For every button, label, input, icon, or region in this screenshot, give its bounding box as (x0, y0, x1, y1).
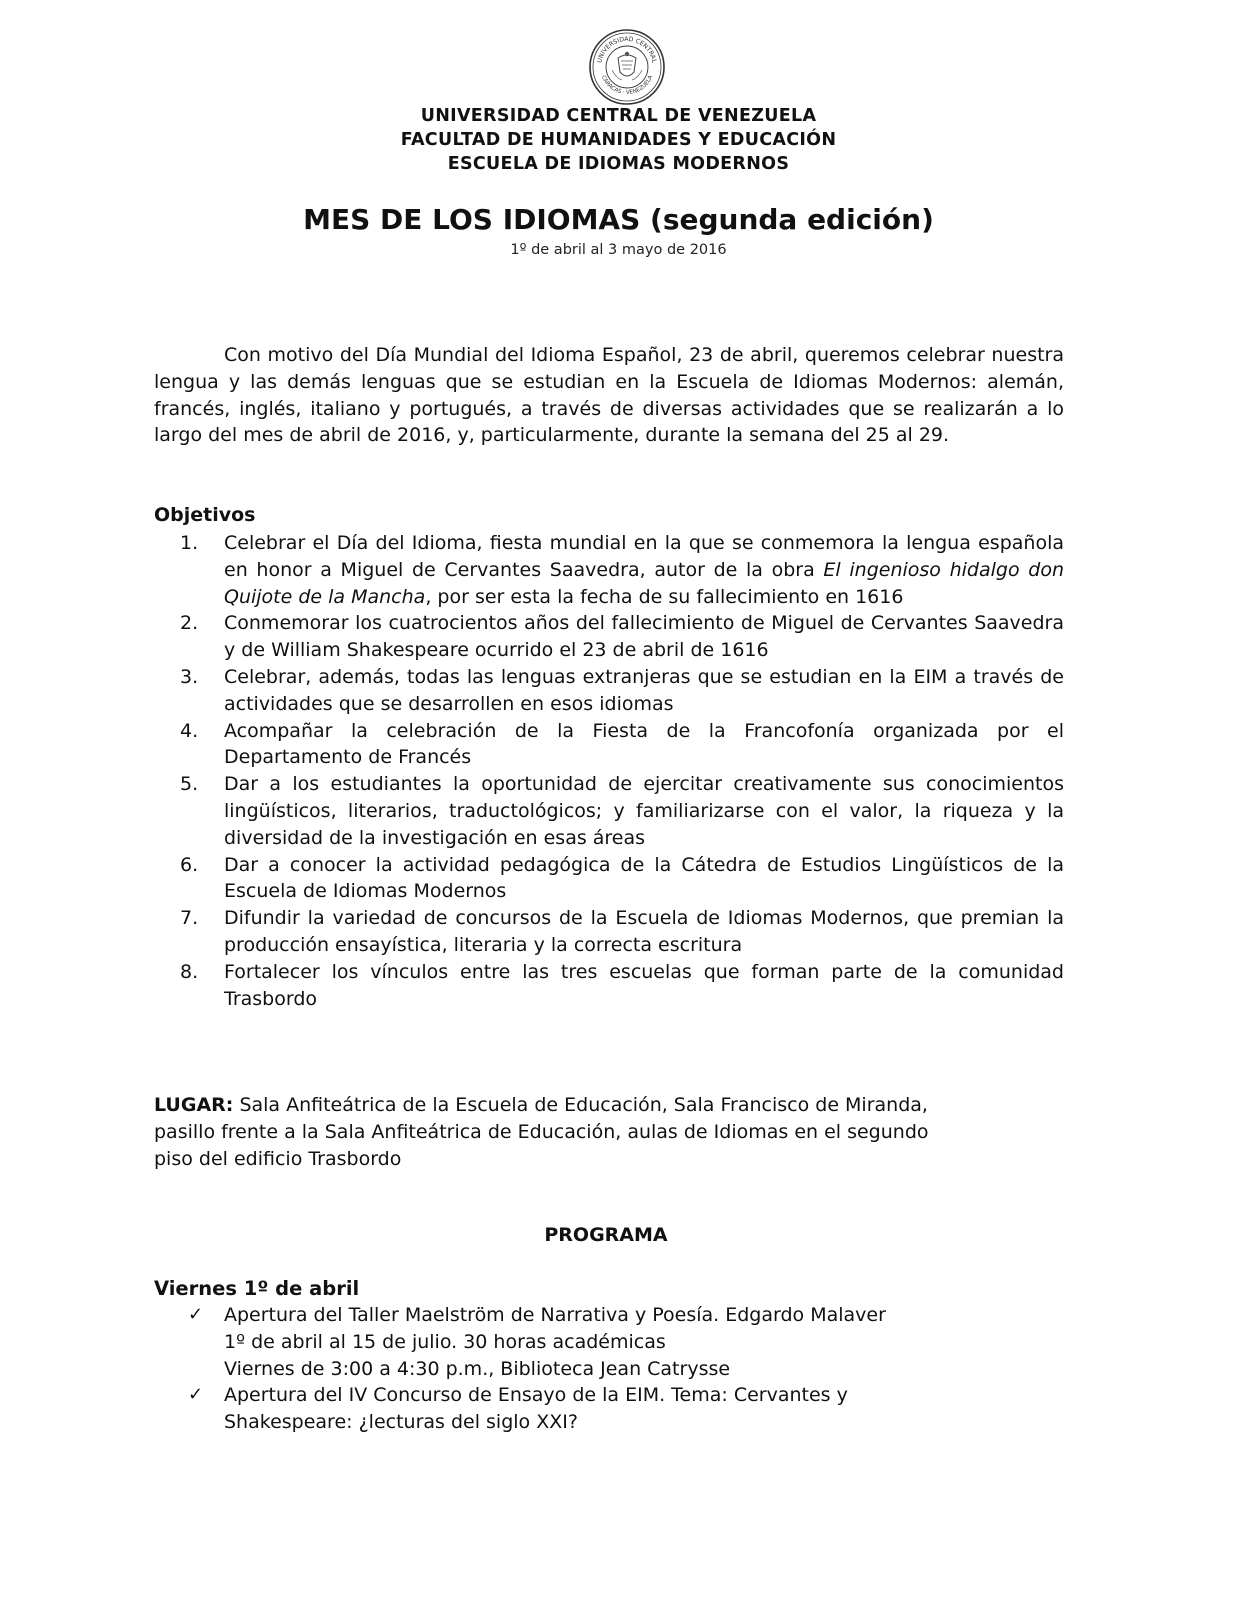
program-event (154, 1302, 1054, 1382)
svg-text:CARACAS · VENEZUELA (600, 75, 654, 96)
objective-item (154, 664, 1064, 718)
objective-text: Dar a los estudiantes la oportunidad de ejercitar creativamente sus conocimientos lingüísticos, literarios, traductológicos; y familiarizarse con el valor, la riqueza y la diversidad de la investigación en esas áreas (224, 773, 1064, 849)
intro-text: Con motivo del Día Mundial del Idioma Español, 23 de abril, queremos celebrar nuestra lengua y las demás lenguas que se estudian en la Escuela de Idiomas Modernos: alemán, francés, inglés, italiano y portugués, a través de diversas actividades que se realizarán a lo largo del mes de abril de 2016, y, particularmente, durante la semana del 25 al 29. (154, 344, 1064, 447)
objectives-list (154, 530, 1064, 1012)
objective-text: Acompañar la celebración de la Fiesta de la Francofonía organizada por el Departamento de Francés (224, 719, 1064, 769)
event-line: 1º de abril al 15 de julio. 30 horas académicas (224, 1330, 666, 1353)
faculty-name: FACULTAD DE HUMANIDADES Y EDUCACIÓN (400, 130, 837, 150)
event-dates: 1º de abril al 3 mayo de 2016 (510, 242, 727, 258)
objective-number: 2. (180, 612, 199, 635)
venue-line: pasillo frente a la Sala Anfiteátrica de Educación, aulas de Idiomas en el segundo (154, 1120, 929, 1143)
objective-item (154, 959, 1064, 1013)
objective-number: 6. (180, 853, 199, 876)
program-event (154, 1382, 1054, 1436)
university-name: UNIVERSIDAD CENTRAL DE VENEZUELA (420, 106, 817, 126)
school-name: ESCUELA DE IDIOMAS MODERNOS (447, 154, 790, 174)
program-day: Viernes 1º de abril (154, 1277, 360, 1300)
seal-ring-top-text: UNIVERSIDAD CENTRAL (596, 35, 658, 64)
event-line: Shakespeare: ¿lecturas del siglo XXI? (224, 1411, 578, 1434)
checkmark-icon: ✓ (188, 1304, 204, 1325)
venue-line: piso del edificio Trasbordo (154, 1147, 402, 1170)
intro-paragraph (154, 342, 1064, 449)
objective-item (154, 852, 1064, 906)
venue-paragraph (154, 1092, 1054, 1172)
objective-item (154, 905, 1064, 959)
objective-item (154, 771, 1064, 851)
objective-text: Difundir la variedad de concursos de la Escuela de Idiomas Modernos, que premian la producción ensayística, literaria y la correcta escritura (224, 907, 1064, 956)
objective-number: 4. (180, 719, 199, 742)
objective-item (154, 718, 1064, 772)
event-line: Apertura del IV Concurso de Ensayo de la EIM. Tema: Cervantes y (224, 1384, 848, 1407)
event-line: Viernes de 3:00 a 4:30 p.m., Biblioteca Jean Catrysse (224, 1357, 731, 1380)
book-title: El ingenioso hidalgo don Quijote de la Mancha (224, 558, 1064, 608)
event-line: Apertura del Taller Maelström de Narrativa y Poesía. Edgardo Malaver (224, 1304, 886, 1326)
objective-text: Fortalecer los vínculos entre las tres escuelas que forman parte de la comunidad Trasbordo (224, 960, 1064, 1010)
institution-header (0, 104, 1237, 176)
objectives-heading: Objetivos (154, 504, 256, 526)
program-heading: PROGRAMA (544, 1224, 668, 1246)
objective-text: Dar a conocer la actividad pedagógica de la Cátedra de Estudios Lingüísticos de la Escuela de Idiomas Modernos (224, 853, 1064, 903)
objective-text: Celebrar, además, todas las lenguas extranjeras que se estudian en la EIM a través de actividades que se desarrollen en esos idiomas (224, 665, 1064, 715)
objective-text-part: Celebrar el Día del Idioma, fiesta mundial en la que se conmemora la lengua española en honor a Miguel de Cervantes Saavedra, autor de la obra (224, 532, 1064, 581)
objective-number: 8. (180, 960, 199, 983)
objective-text-part: , por ser esta la fecha de su fallecimiento en 1616 (425, 585, 904, 608)
objective-item (154, 610, 1064, 664)
checkmark-icon: ✓ (188, 1384, 204, 1406)
objective-number: 3. (180, 665, 199, 688)
venue-line: Sala Anfiteátrica de la Escuela de Educación, Sala Francisco de Miranda, (239, 1094, 928, 1116)
seal-ring-bottom-text: CARACAS · VENEZUELA (599, 74, 655, 97)
document-title: MES DE LOS IDIOMAS (segunda edición) (303, 203, 934, 236)
objective-number: 7. (180, 907, 199, 930)
objective-number: 1. (180, 532, 199, 554)
objective-text: Conmemorar los cuatrocientos años del fallecimiento de Miguel de Cervantes Saavedra y de William Shakespeare ocurrido el 23 de abril de 1616 (224, 612, 1064, 662)
university-seal-logo (588, 28, 666, 106)
objective-number: 5. (180, 773, 199, 796)
venue-label: LUGAR: (154, 1094, 234, 1116)
objective-item (154, 530, 1064, 610)
program-events-list (154, 1302, 1054, 1436)
